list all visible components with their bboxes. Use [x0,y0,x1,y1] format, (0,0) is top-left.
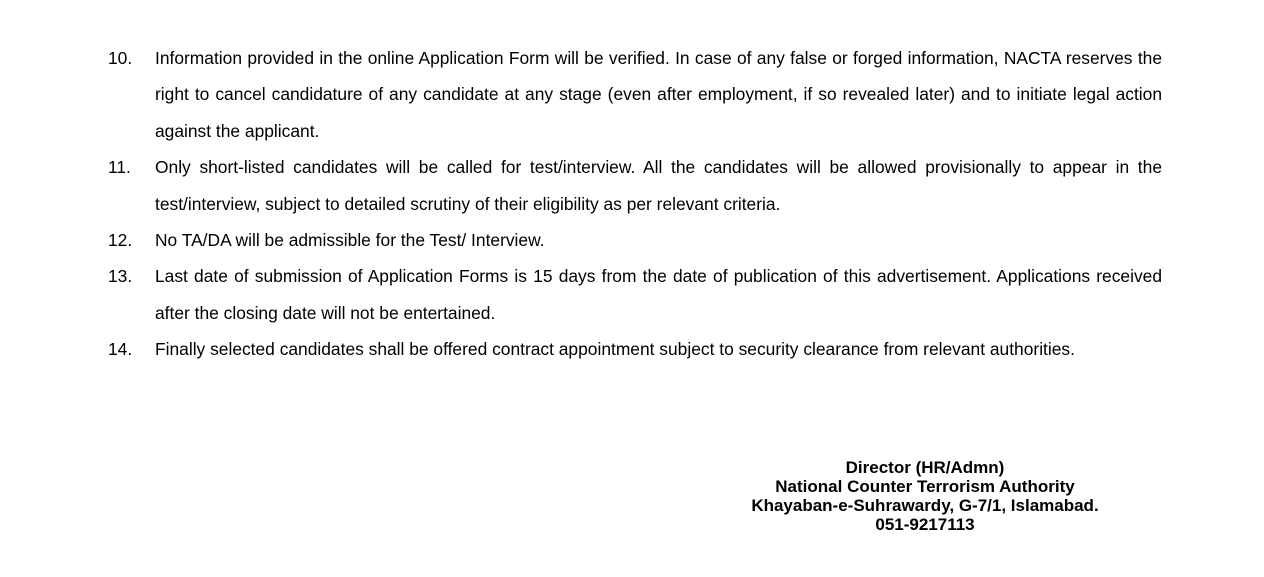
signatory-title: Director (HR/Admn) [845,458,1005,477]
terms-list [108,40,1162,368]
signature-block [640,458,1210,534]
list-item [108,40,1162,149]
list-item [108,149,1162,222]
item-text: Information provided in the online Application Form will be verified. In case of any false or forged information, NACTA reserves the right to cancel candidature of any candidate at any stage (even after employment, if so revealed later) and to initiate legal action against the applicant. [155,48,1162,141]
phone-number: 051-9217113 [875,515,975,534]
item-text: No TA/DA will be admissible for the Test/ Interview. [155,230,545,251]
list-item [108,331,1162,367]
item-number: 12. [108,230,133,251]
list-item [108,258,1162,331]
item-number: 10. [108,48,133,68]
item-text: Finally selected candidates shall be offered contract appointment subject to security clearance from relevant authorities. [155,339,1075,360]
item-number: 14. [108,339,133,360]
item-text: Last date of submission of Application Forms is 15 days from the date of publication of this advertisement. Applications received after the closing date will not be entertained. [155,266,1162,323]
item-number: 13. [108,266,133,287]
list-item [108,222,1162,258]
organization-name: National Counter Terrorism Authority [775,477,1075,496]
item-text: Only short-listed candidates will be called for test/interview. All the candidates will be allowed provisionally to appear in the test/interview, subject to detailed scrutiny of their eligibility as per relevant criteria. [155,157,1162,214]
item-number: 11. [108,157,131,178]
address: Khayaban-e-Suhrawardy, G-7/1, Islamabad. [751,496,1099,515]
